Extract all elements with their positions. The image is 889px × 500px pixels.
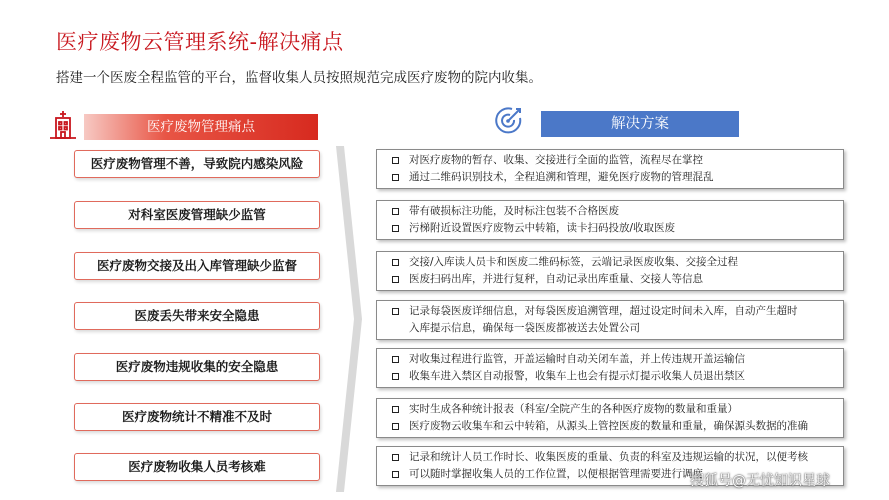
pain-points-heading: 医疗废物管理痛点 xyxy=(84,114,318,140)
target-icon xyxy=(492,104,526,138)
solution-line: 对医疗废物的暂存、收集、交接进行全面的监管，流程尽在掌控 xyxy=(387,152,843,169)
solution-box xyxy=(376,398,844,438)
checkbox-bullet-icon xyxy=(392,308,399,315)
solution-line: 记录每袋医废详细信息，对每袋医废追溯管理，超过设定时间未入库，自动产生超时 xyxy=(387,303,843,320)
solution-box xyxy=(376,300,844,340)
solution-box xyxy=(376,348,844,388)
checkbox-bullet-icon xyxy=(392,276,399,283)
solution-line: 带有破损标注功能，及时标注包装不合格医废 xyxy=(387,203,843,220)
pain-point-item: 医废丢失带来安全隐患 xyxy=(74,302,320,330)
pain-point-item: 医疗废物统计不精准不及时 xyxy=(74,403,320,431)
page-subtitle: 搭建一个医废全程监管的平台，监督收集人员按照规范完成医疗废物的院内收集。 xyxy=(56,70,542,86)
solution-line: 医疗废物云收集车和云中转箱，从源头上管控医废的数量和重量，确保源头数据的准确 xyxy=(387,418,843,435)
pain-point-item: 医疗废物收集人员考核难 xyxy=(74,453,320,481)
solution-box xyxy=(376,251,844,291)
pain-point-item: 医疗废物管理不善，导致院内感染风险 xyxy=(74,150,320,178)
checkbox-bullet-icon xyxy=(392,356,399,363)
solution-line: 交接/入库读人员卡和医废二维码标签，云端记录医废收集、交接全过程 xyxy=(387,254,843,271)
checkbox-bullet-icon xyxy=(392,471,399,478)
pain-point-item: 对科室医废管理缺少监管 xyxy=(74,201,320,229)
pain-point-item: 医疗废物违规收集的安全隐患 xyxy=(74,353,320,381)
solution-line: 污梯附近设置医疗废物云中转箱，读卡扫码投放/收取医废 xyxy=(387,220,843,237)
checkbox-bullet-icon xyxy=(392,423,399,430)
solution-box xyxy=(376,200,844,240)
solution-line: 收集车进入禁区自动报警，收集车上也会有提示灯提示收集人员退出禁区 xyxy=(387,368,843,385)
solution-line: 通过二维码识别技术，全程追溯和管理，避免医疗废物的管理混乱 xyxy=(387,169,843,186)
checkbox-bullet-icon xyxy=(392,208,399,215)
watermark: 搜狐号@无忧知识星球 xyxy=(690,473,830,489)
solution-line: 医废扫码出库，并进行复秤，自动记录出库重量、交接人等信息 xyxy=(387,271,843,288)
solution-line: 可以随时掌握收集人员的工作位置，以便根据管理需要进行调度 xyxy=(387,466,843,483)
arrow-bracket xyxy=(336,146,362,492)
page-title: 医疗废物云管理系统-解决痛点 xyxy=(56,30,344,54)
hospital-icon xyxy=(48,110,78,140)
checkbox-bullet-icon xyxy=(392,406,399,413)
solution-line-continuation: 入库提示信息，确保每一袋医废都被送去处置公司 xyxy=(409,322,640,334)
solution-line: 实时生成各种统计报表（科室/全院产生的各种医疗废物的数量和重量） xyxy=(387,401,843,418)
solutions-heading: 解决方案 xyxy=(541,111,739,137)
checkbox-bullet-icon xyxy=(392,225,399,232)
checkbox-bullet-icon xyxy=(392,157,399,164)
checkbox-bullet-icon xyxy=(392,454,399,461)
checkbox-bullet-icon xyxy=(392,174,399,181)
checkbox-bullet-icon xyxy=(392,373,399,380)
pain-point-item: 医疗废物交接及出入库管理缺少监督 xyxy=(74,252,320,280)
solution-line: 对收集过程进行监管，开盖运输时自动关闭车盖，并上传违规开盖运输信 xyxy=(387,351,843,368)
solution-line: 记录和统计人员工作时长、收集医废的重量、负责的科室及违规运输的状况，以便考核 xyxy=(387,449,843,466)
checkbox-bullet-icon xyxy=(392,259,399,266)
solution-box xyxy=(376,149,844,189)
